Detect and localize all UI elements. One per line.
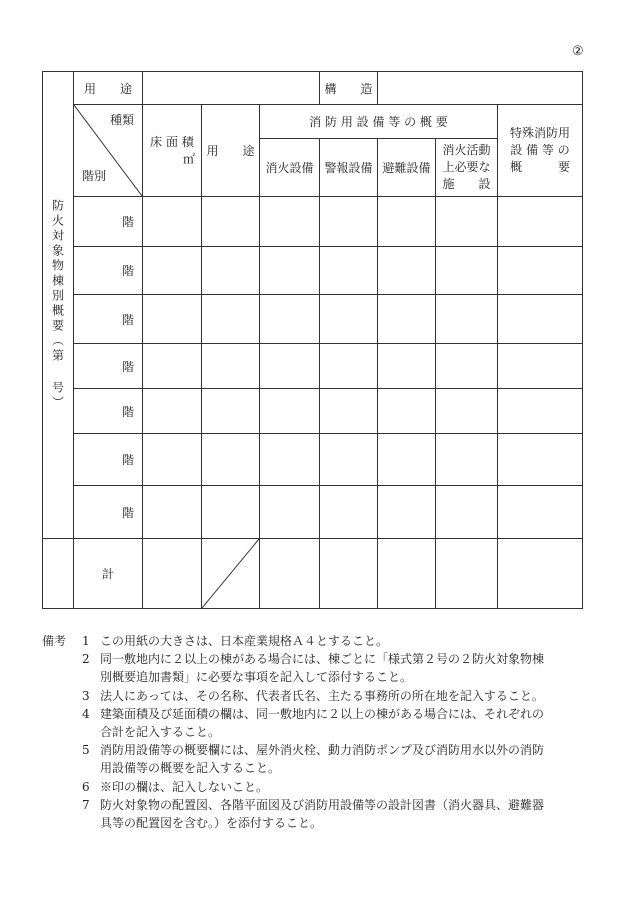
alarm-cell[interactable] [320, 295, 378, 344]
note-number: 5 [82, 743, 90, 758]
special-cell[interactable] [498, 389, 583, 434]
floor-area-cell[interactable] [143, 434, 202, 486]
fire-activity-cell[interactable] [436, 389, 498, 434]
usage-header: 用 途 [202, 105, 260, 197]
fire-activity-cell[interactable] [436, 295, 498, 344]
floor-cell: 階 [74, 434, 143, 486]
note-text: 具等の配置図を含む。）を添付すること。 [100, 816, 323, 831]
floor-area-cell[interactable] [143, 247, 202, 295]
fire-activity-cell[interactable] [436, 486, 498, 539]
side-title: 防火対象物棟別概要（第 号） [43, 72, 74, 539]
extinguishing-cell[interactable] [260, 389, 320, 434]
floor-area-cell[interactable] [143, 295, 202, 344]
usage-cell[interactable] [202, 486, 260, 539]
usage-cell[interactable] [202, 389, 260, 434]
note-number: 2 [82, 652, 90, 667]
total-extinguishing-cell[interactable] [260, 539, 320, 609]
usage-cell[interactable] [202, 295, 260, 344]
note-number: 3 [82, 688, 90, 703]
note-text: 別概要追加書類」に必要な事項を記入して添付すること。 [100, 670, 413, 685]
note-text: 防火対象物の配置図、各階平面図及び消防用設備等の設計図書（消火器具、避難器 [100, 797, 545, 812]
evacuation-header: 避難設備 [378, 139, 436, 197]
usage-cell[interactable] [202, 247, 260, 295]
alarm-cell[interactable] [320, 389, 378, 434]
evacuation-cell[interactable] [378, 434, 436, 486]
evacuation-cell[interactable] [378, 197, 436, 247]
total-row [43, 539, 583, 609]
note-number: 6 [82, 779, 90, 794]
special-cell[interactable] [498, 486, 583, 539]
note-number: 4 [82, 706, 90, 721]
note-text: 建築面積及び延面積の欄は、同一敷地内に２以上の棟がある場合には、それぞれの [100, 706, 545, 721]
floor-cell: 階 [74, 389, 143, 434]
fire-activity-cell[interactable] [436, 434, 498, 486]
table-row [43, 434, 583, 486]
fire-activity-cell[interactable] [436, 247, 498, 295]
notes-title: 備考 [42, 634, 67, 648]
table-row [43, 295, 583, 344]
fire-activity-cell[interactable] [436, 197, 498, 247]
special-cell[interactable] [498, 197, 583, 247]
extinguishing-cell[interactable] [260, 486, 320, 539]
special-cell[interactable] [498, 344, 583, 389]
note-text: 合計を記入すること。 [100, 725, 221, 740]
floor-area-cell[interactable] [143, 486, 202, 539]
extinguishing-cell[interactable] [260, 197, 320, 247]
type-floor-header [74, 105, 143, 197]
table-row [43, 486, 583, 539]
floor-area-cell[interactable] [143, 344, 202, 389]
floor-cell: 階 [74, 486, 143, 539]
note-item [42, 632, 592, 650]
alarm-cell[interactable] [320, 247, 378, 295]
fire-equipment-summary-header: 消 防 用 設 備 等 の 概 要 [260, 105, 498, 139]
alarm-cell[interactable] [320, 344, 378, 389]
evacuation-cell[interactable] [378, 344, 436, 389]
total-fire-activity-cell[interactable] [436, 539, 498, 609]
type-label: 種類 [109, 113, 134, 127]
evacuation-cell[interactable] [378, 389, 436, 434]
structure-label: 構 造 [320, 72, 378, 105]
note-item [42, 796, 592, 814]
alarm-header: 警報設備 [320, 139, 378, 197]
side-title-tail [43, 539, 74, 609]
evacuation-cell[interactable] [378, 247, 436, 295]
floor-cell: 階 [74, 197, 143, 247]
note-number: 7 [82, 797, 90, 812]
note-item [42, 778, 592, 796]
building-summary-table [42, 71, 583, 609]
total-alarm-cell[interactable] [320, 539, 378, 609]
fire-activity-cell[interactable] [436, 344, 498, 389]
table-row [43, 247, 583, 295]
floor-cell: 階 [74, 344, 143, 389]
extinguishing-cell[interactable] [260, 344, 320, 389]
total-usage-diagonal-cell [202, 539, 260, 609]
note-text: 用設備等の概要を記入すること。 [100, 761, 281, 776]
usage-cell[interactable] [202, 197, 260, 247]
fire-activity-header: 消火活動 上必要な 施 設 [436, 139, 498, 197]
note-text: 消防用設備等の概要欄には、屋外消火栓、動力消防ポンプ及び消防用水以外の消防 [100, 743, 545, 758]
alarm-cell[interactable] [320, 434, 378, 486]
structure-field[interactable] [378, 72, 583, 105]
special-cell[interactable] [498, 247, 583, 295]
table-row [43, 344, 583, 389]
table-row [43, 197, 583, 247]
usage-cell[interactable] [202, 434, 260, 486]
usage-cell[interactable] [202, 344, 260, 389]
floor-label: 階別 [82, 169, 107, 183]
total-floor-area-cell[interactable] [143, 539, 202, 609]
extinguishing-cell[interactable] [260, 434, 320, 486]
floor-area-cell[interactable] [143, 197, 202, 247]
page-number: ② [572, 44, 584, 59]
note-item [42, 741, 592, 759]
floor-area-cell[interactable] [143, 389, 202, 434]
special-equipment-header: 特殊消防用 設 備 等 の 概 要 [498, 105, 583, 197]
special-cell[interactable] [498, 295, 583, 344]
special-cell[interactable] [498, 434, 583, 486]
evacuation-cell[interactable] [378, 486, 436, 539]
floor-cell: 階 [74, 247, 143, 295]
note-text: この用紙の大きさは、日本産業規格Ａ４とすること。 [100, 634, 389, 648]
note-text: 同一敷地内に２以上の棟がある場合には、棟ごとに「様式第２号の２防火対象物棟 [100, 652, 545, 667]
note-item [42, 650, 592, 668]
usage-field[interactable] [143, 72, 320, 105]
note-item [42, 705, 592, 723]
alarm-cell[interactable] [320, 486, 378, 539]
note-text: 法人にあっては、その名称、代表者氏名、主たる事務所の所在地を記入すること。 [100, 688, 544, 703]
table-row [43, 389, 583, 434]
floor-area-header: 床 面 積 ㎡ [143, 105, 202, 197]
alarm-cell[interactable] [320, 197, 378, 247]
evacuation-cell[interactable] [378, 295, 436, 344]
extinguishing-cell[interactable] [260, 247, 320, 295]
total-label: 計 [74, 539, 143, 609]
total-special-cell[interactable] [498, 539, 583, 609]
extinguishing-header: 消火設備 [260, 139, 320, 197]
extinguishing-cell[interactable] [260, 295, 320, 344]
note-number: 1 [82, 634, 90, 648]
note-text: ※印の欄は、記入しないこと。 [100, 779, 269, 794]
note-item [42, 687, 592, 705]
usage-label: 用 途 [74, 72, 143, 105]
total-evacuation-cell[interactable] [378, 539, 436, 609]
notes [42, 632, 592, 832]
floor-cell: 階 [74, 295, 143, 344]
